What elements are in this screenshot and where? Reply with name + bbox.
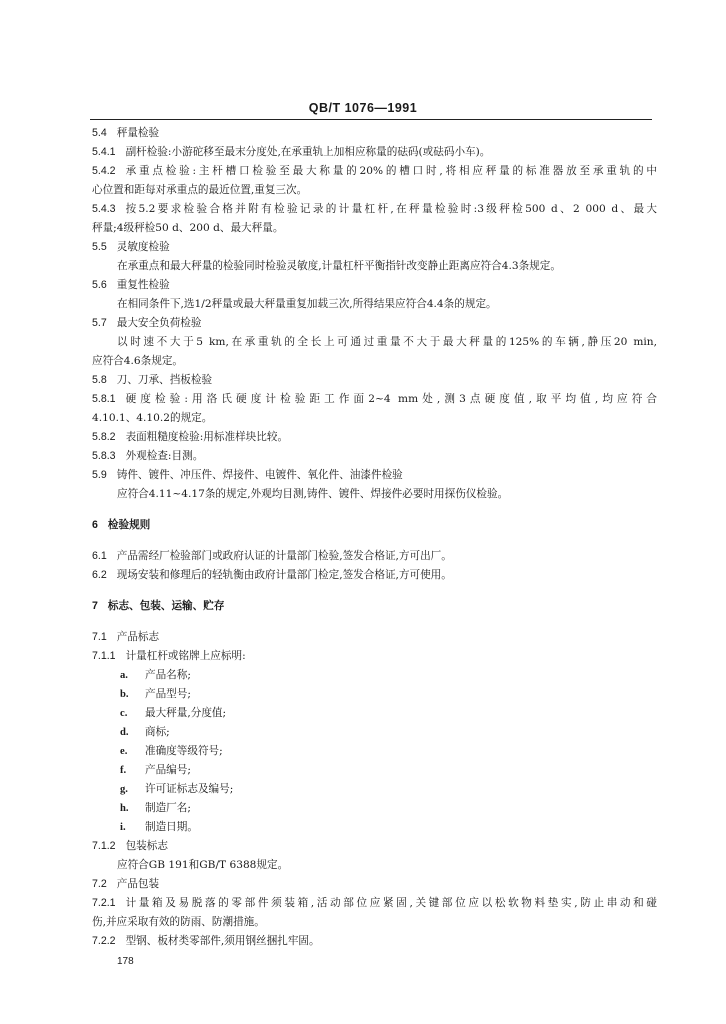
clause-text: 灵敏度检验 (116, 241, 170, 253)
clause-number: 5.4.3 (92, 203, 116, 215)
clause-number: 5.7 (92, 317, 107, 329)
clause-number: 7.2.2 (92, 935, 116, 947)
clause-text: 4.10.1、4.10.2的规定。 (92, 412, 213, 424)
clause-number: 7.1.1 (92, 650, 116, 662)
clause-text: 在相同条件下,选1/2秤量或最大秤量重复加载三次,所得结果应符合4.4条的规定。 (117, 298, 497, 310)
chapter-heading (92, 597, 657, 616)
clause-paragraph (92, 390, 657, 409)
clause-text: 伤,并应采取有效的防雨、防潮措施。 (92, 916, 265, 928)
clause-paragraph (92, 894, 657, 913)
clause-text: 许可证标志及编号; (145, 783, 234, 795)
clause-number: 6.2 (92, 569, 107, 581)
clause-number: 5.5 (92, 241, 107, 253)
standard-code-header: QB/T 1076—1991 (308, 101, 418, 115)
list-item-marker: e. (120, 746, 128, 757)
clause-text: 现场安装和修理后的轻轨衡由政府计量部门检定,签发合格证,方可使用。 (116, 569, 452, 581)
clause-number: 7 (92, 600, 98, 612)
indented-paragraph (92, 257, 657, 276)
section-heading (92, 875, 657, 894)
list-item-marker: h. (120, 803, 129, 814)
section-gap (92, 504, 657, 516)
indented-paragraph (92, 295, 657, 314)
clause-text: 型钢、板材类零部件,须用钢丝捆扎牢固。 (125, 935, 320, 947)
clause-paragraph (92, 647, 657, 666)
clause-text: 应符合4.6条规定。 (92, 355, 184, 367)
indented-paragraph (92, 333, 657, 352)
section-gap (92, 616, 657, 628)
list-item (92, 799, 657, 818)
clause-text: 商标; (145, 726, 170, 738)
section-heading (92, 238, 657, 257)
list-item (92, 818, 657, 837)
clause-text: 产品名称; (145, 669, 191, 681)
paragraph-continuation (92, 913, 657, 932)
clause-text: 以时速不大于5 km,在承重轨的全长上可通过重量不大于最大秤量的125%的车辆,静压20 min, (117, 336, 657, 348)
clause-text: 产品标志 (116, 631, 160, 643)
list-item-marker: i. (120, 822, 126, 833)
list-item (92, 666, 657, 685)
clause-text: 在承重点和最大秤量的检验同时检验灵敏度,计量杠杆平衡指针改变静止距离应符合4.3条规定。 (117, 260, 561, 272)
clause-text: 心位置和距每对承重点的最近位置,重复三次。 (92, 184, 308, 196)
clause-number: 6.1 (92, 550, 107, 562)
clause-paragraph (92, 200, 657, 219)
list-item (92, 742, 657, 761)
clause-number: 5.4.2 (92, 165, 116, 177)
clause-paragraph (92, 447, 657, 466)
list-item-marker: c. (120, 708, 128, 719)
clause-text: 制造厂名; (145, 802, 191, 814)
clause-text: 应符合GB 191和GB/T 6388规定。 (117, 859, 289, 871)
clause-number: 5.8 (92, 374, 107, 386)
section-gap (92, 535, 657, 547)
list-item (92, 761, 657, 780)
clause-paragraph (92, 428, 657, 447)
clause-text: 制造日期。 (145, 821, 198, 833)
clause-text: 刀、刀承、挡板检验 (116, 374, 213, 386)
chapter-heading (92, 516, 657, 535)
clause-number: 5.6 (92, 279, 107, 291)
clause-text: 标志、包装、运输、贮存 (107, 600, 225, 612)
clause-paragraph (92, 932, 657, 951)
section-heading (92, 124, 657, 143)
clause-text: 包装标志 (125, 840, 168, 852)
clause-number: 5.4 (92, 127, 107, 139)
paragraph-continuation (92, 352, 657, 371)
document-body (92, 124, 657, 951)
indented-paragraph (92, 485, 657, 504)
clause-number: 6 (92, 519, 98, 531)
page-number: 178 (117, 956, 134, 967)
clause-number: 7.1 (92, 631, 107, 643)
indented-paragraph (92, 856, 657, 875)
clause-paragraph (92, 162, 657, 181)
clause-number: 5.4.1 (92, 146, 116, 158)
clause-text: 外观检查:目测。 (125, 450, 204, 462)
section-heading (92, 628, 657, 647)
clause-text: 副杆检验:小游砣移至最末分度处,在承重轨上加相应称量的砝码(或砝码小车)。 (125, 146, 491, 158)
section-heading (92, 466, 657, 485)
clause-text: 秤量检验 (116, 127, 160, 139)
header-rule (90, 119, 652, 120)
clause-text: 产品型号; (145, 688, 191, 700)
clause-text: 检验规则 (107, 519, 151, 531)
clause-paragraph (92, 566, 657, 585)
clause-number: 5.9 (92, 469, 107, 481)
paragraph-continuation (92, 219, 657, 238)
paragraph-continuation (92, 409, 657, 428)
clause-text: 计量箱及易脱落的零部件须装箱,活动部位应紧固,关键部位应以松软物料垫实,防止串动和碰 (125, 897, 657, 909)
clause-text: 重复性检验 (116, 279, 170, 291)
section-heading (92, 371, 657, 390)
list-item-marker: d. (120, 727, 129, 738)
clause-text: 承重点检验:主杆槽口检验至最大称量的20%的槽口时,将相应秤量的标准器放至承重轨的中 (125, 165, 657, 177)
clause-text: 最大安全负荷检验 (116, 317, 202, 329)
clause-text: 表面粗糙度检验:用标准样块比较。 (125, 431, 289, 443)
clause-text: 铸件、镀件、冲压件、焊接件、电镀件、氧化件、油漆件检验 (116, 469, 403, 481)
list-item-marker: g. (120, 784, 128, 795)
clause-number: 7.2 (92, 878, 107, 890)
clause-text: 秤量;4级秤检50 d、200 d、最大秤量。 (92, 222, 284, 234)
section-gap (92, 585, 657, 597)
clause-number: 7.1.2 (92, 840, 116, 852)
clause-text: 计量杠杆或铭牌上应标明: (125, 650, 246, 662)
list-item (92, 723, 657, 742)
clause-paragraph (92, 143, 657, 162)
section-heading (92, 314, 657, 333)
clause-number: 5.8.3 (92, 450, 116, 462)
clause-text: 产品需经厂检验部门或政府认证的计量部门检验,签发合格证,方可出厂。 (116, 550, 452, 562)
clause-number: 7.2.1 (92, 897, 116, 909)
clause-text: 产品编号; (145, 764, 191, 776)
clause-text: 最大秤量,分度值; (145, 707, 227, 719)
clause-number: 5.8.2 (92, 431, 116, 443)
clause-text: 硬度检验:用洛氏硬度计检验距工作面2~4 mm处,测3点硬度值,取平均值,均应符合 (125, 393, 657, 405)
section-heading (92, 276, 657, 295)
list-item (92, 704, 657, 723)
list-item (92, 685, 657, 704)
list-item-marker: b. (120, 689, 129, 700)
clause-number: 5.8.1 (92, 393, 116, 405)
clause-text: 准确度等级符号; (145, 745, 223, 757)
list-item-marker: f. (120, 765, 127, 776)
paragraph-continuation (92, 181, 657, 200)
clause-paragraph (92, 837, 657, 856)
list-item-marker: a. (120, 670, 128, 681)
clause-paragraph (92, 547, 657, 566)
clause-text: 产品包装 (116, 878, 160, 890)
clause-text: 按5.2要求检验合格并附有检验记录的计量杠杆,在秤量检验时:3级秤检500 d、2 000 d、最大 (125, 203, 657, 215)
clause-text: 应符合4.11~4.17条的规定,外观均目测,铸件、镀件、焊接件必要时用探伤仪检验。 (117, 488, 509, 500)
list-item (92, 780, 657, 799)
